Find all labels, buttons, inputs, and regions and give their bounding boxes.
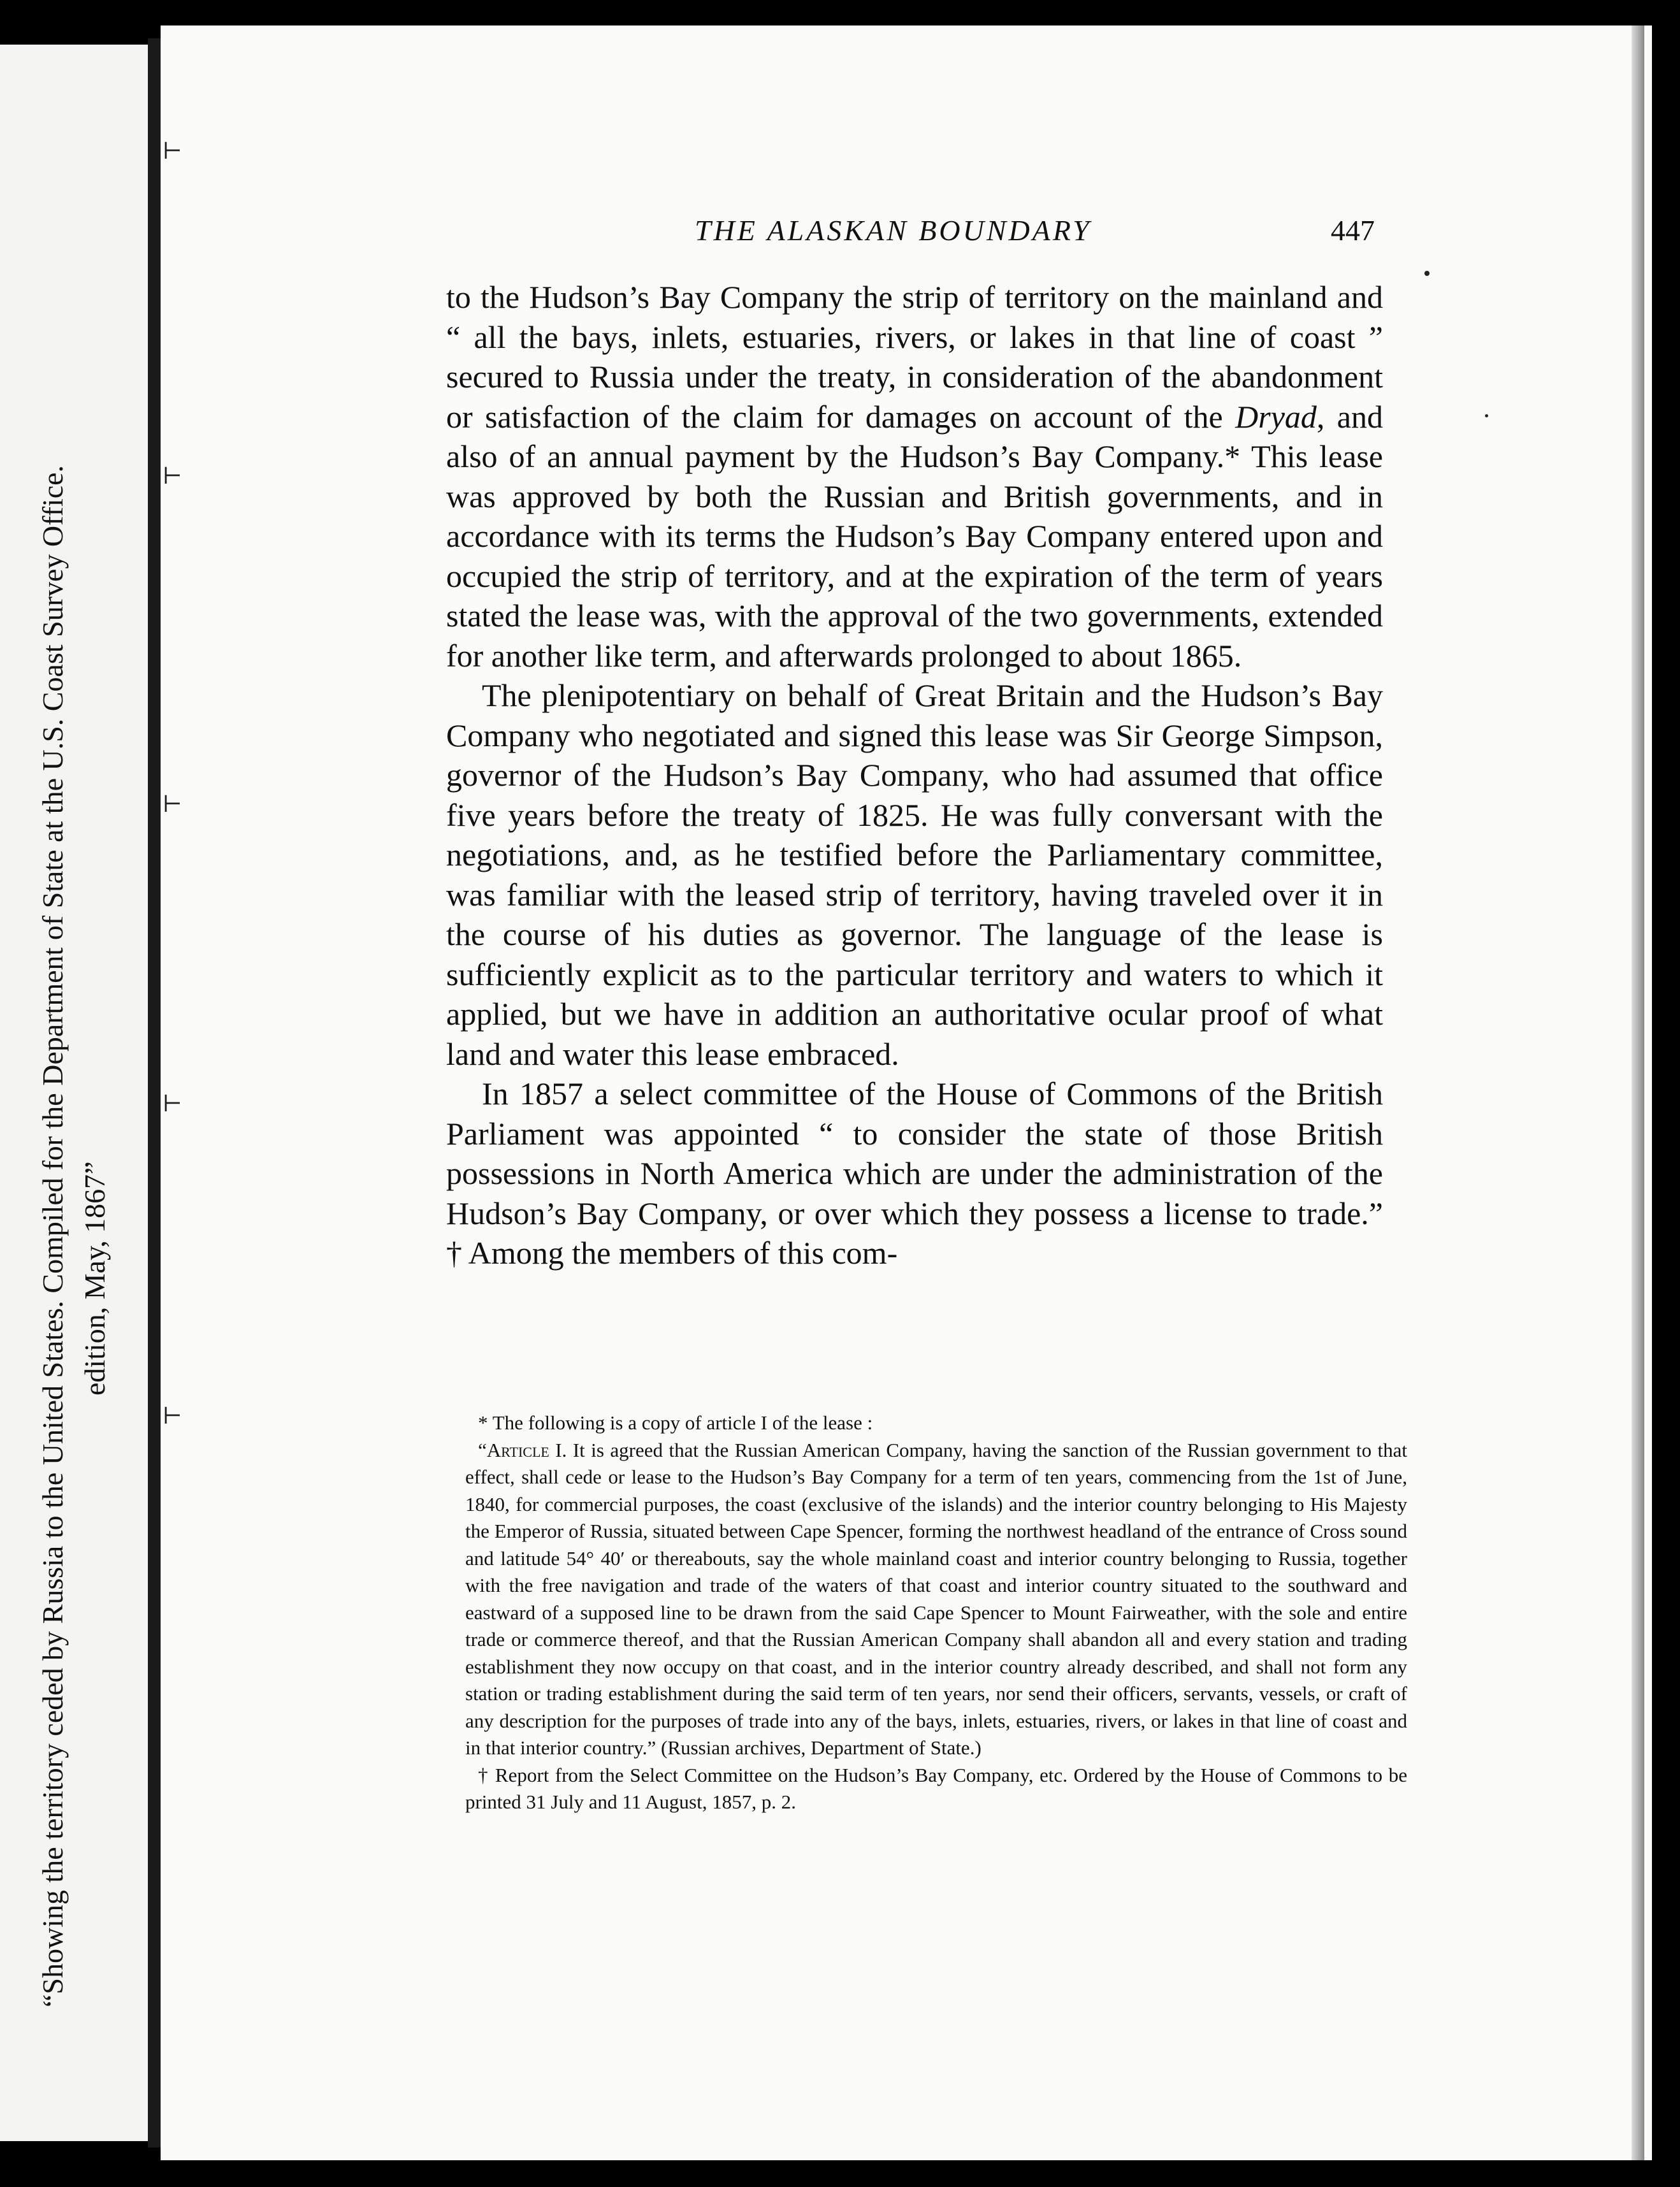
binding-mark: ⊢	[163, 1403, 182, 1429]
binding-mark: ⊢	[163, 791, 182, 817]
map-caption-line-2: edition, May, 1867”	[78, 1161, 111, 1396]
left-page	[0, 45, 148, 2141]
map-caption-line-1: “Showing the territory ceded by Russia to the United States. Compiled for the Department of State at the U.S. Coast Survey Office.	[36, 465, 69, 2007]
quote-mark: “	[478, 1438, 487, 1461]
book-gutter	[148, 38, 161, 2147]
paragraph-1-text-b: , and also of an annual payment by the Hudson’s Bay Company.* This lease was approved by both the Russian and British governments, and in accordance with its terms the Hudson’s Bay Company entered upon and occupied the strip of territory, and at the expiration of the term of years stated the lease was, with the approval of the two governments, extended for another like term, and afterwards prolonged to about 1865.	[446, 398, 1383, 674]
paragraph-1-text-a: to the Hudson’s Bay Company the strip of territory on the mainland and “ all the bays, inlets, estuaries, rivers, or lakes in that line of coast ” secured to Russia under the treaty, in consideration of the abandonment or satisfaction of the claim for damages on account of the	[446, 279, 1383, 435]
binding-mark: ⊢	[163, 138, 182, 164]
footnote-1-intro: * The following is a copy of article I of the lease :	[478, 1411, 873, 1434]
paragraph-2: The plenipotentiary on behalf of Great Britain and the Hudson’s Bay Company who negotiated and signed this lease was Sir George Simpson, governor of the Hudson’s Bay Company, who had assumed that office five years before the treaty of 1825. He was fully conversant with the negotiations, and, as he testified before the Parliamentary committee, was familiar with the leased strip of territory, having traveled over it in the course of his duties as governor. The language of the lease is sufficiently explicit as to the particular territory and waters to which it applied, but we have in addition an authoritative ocular proof of what land and water this lease embraced.	[446, 677, 1383, 1072]
footnote-1-text: It is agreed that the Russian American Company, having the sanction of the Russian government to that effect, shall cede or lease to the Hudson’s Bay Company for a term of ten years, commencing from the 1st of June, 1840, for commercial purposes, the coast (exclusive of the islands) and the interior country belonging to His Majesty the Emperor of Russia, situated between Cape Spencer, forming the northwest headland of the entrance of Cross sound and latitude 54° 40′ or thereabouts, say the whole mainland coast and interior country belonging to Russia, together with the free navigation and trade of the waters of that coast and interior country situated to the southward and eastward of a supposed line to be drawn from the said Cape Spencer to Mount Fairweather, with the sole and entire trade or commerce thereof, and that the Russian American Company shall abandon all and every station and trading establishment they now occupy on that coast, and in the interior country already described, and shall not form any station or trading establishment during the said term of ten years, nor send their officers, servants, vessels, or craft of any description for the purposes of trade into any of the bays, inlets, estuaries, rivers, or lakes in that line of coast and in that interior country.” (Russian archives, Department of State.)	[465, 1438, 1407, 1759]
body-text	[446, 277, 1383, 1273]
print-speck	[1424, 271, 1430, 276]
binding-mark: ⊢	[163, 1091, 182, 1116]
rotated-map-caption	[32, 64, 116, 2007]
paragraph-1	[446, 277, 1383, 675]
footnotes	[465, 1410, 1407, 1816]
binding-mark: ⊢	[163, 463, 182, 489]
article-heading: Article I.	[486, 1438, 567, 1461]
page-edge	[1632, 25, 1644, 2160]
ship-name: Dryad	[1235, 398, 1317, 435]
page-number: 447	[1331, 214, 1375, 247]
print-speck	[1485, 414, 1488, 417]
footnote-1-quote	[465, 1437, 1407, 1762]
footnote-2: † Report from the Select Committee on the Hudson’s Bay Company, etc. Ordered by the House of Commons to be printed 31 July and 11 August, 1857, p. 2.	[465, 1763, 1407, 1813]
running-head: THE ALASKAN BOUNDARY	[695, 214, 1092, 247]
paragraph-3: In 1857 a select committee of the House of Commons of the British Parliament was appointed “ to consider the state of those British possessions in North America which are under the administration of the Hudson’s Bay Company, or over which they possess a license to trade.” † Among the members of this com-	[446, 1076, 1383, 1271]
